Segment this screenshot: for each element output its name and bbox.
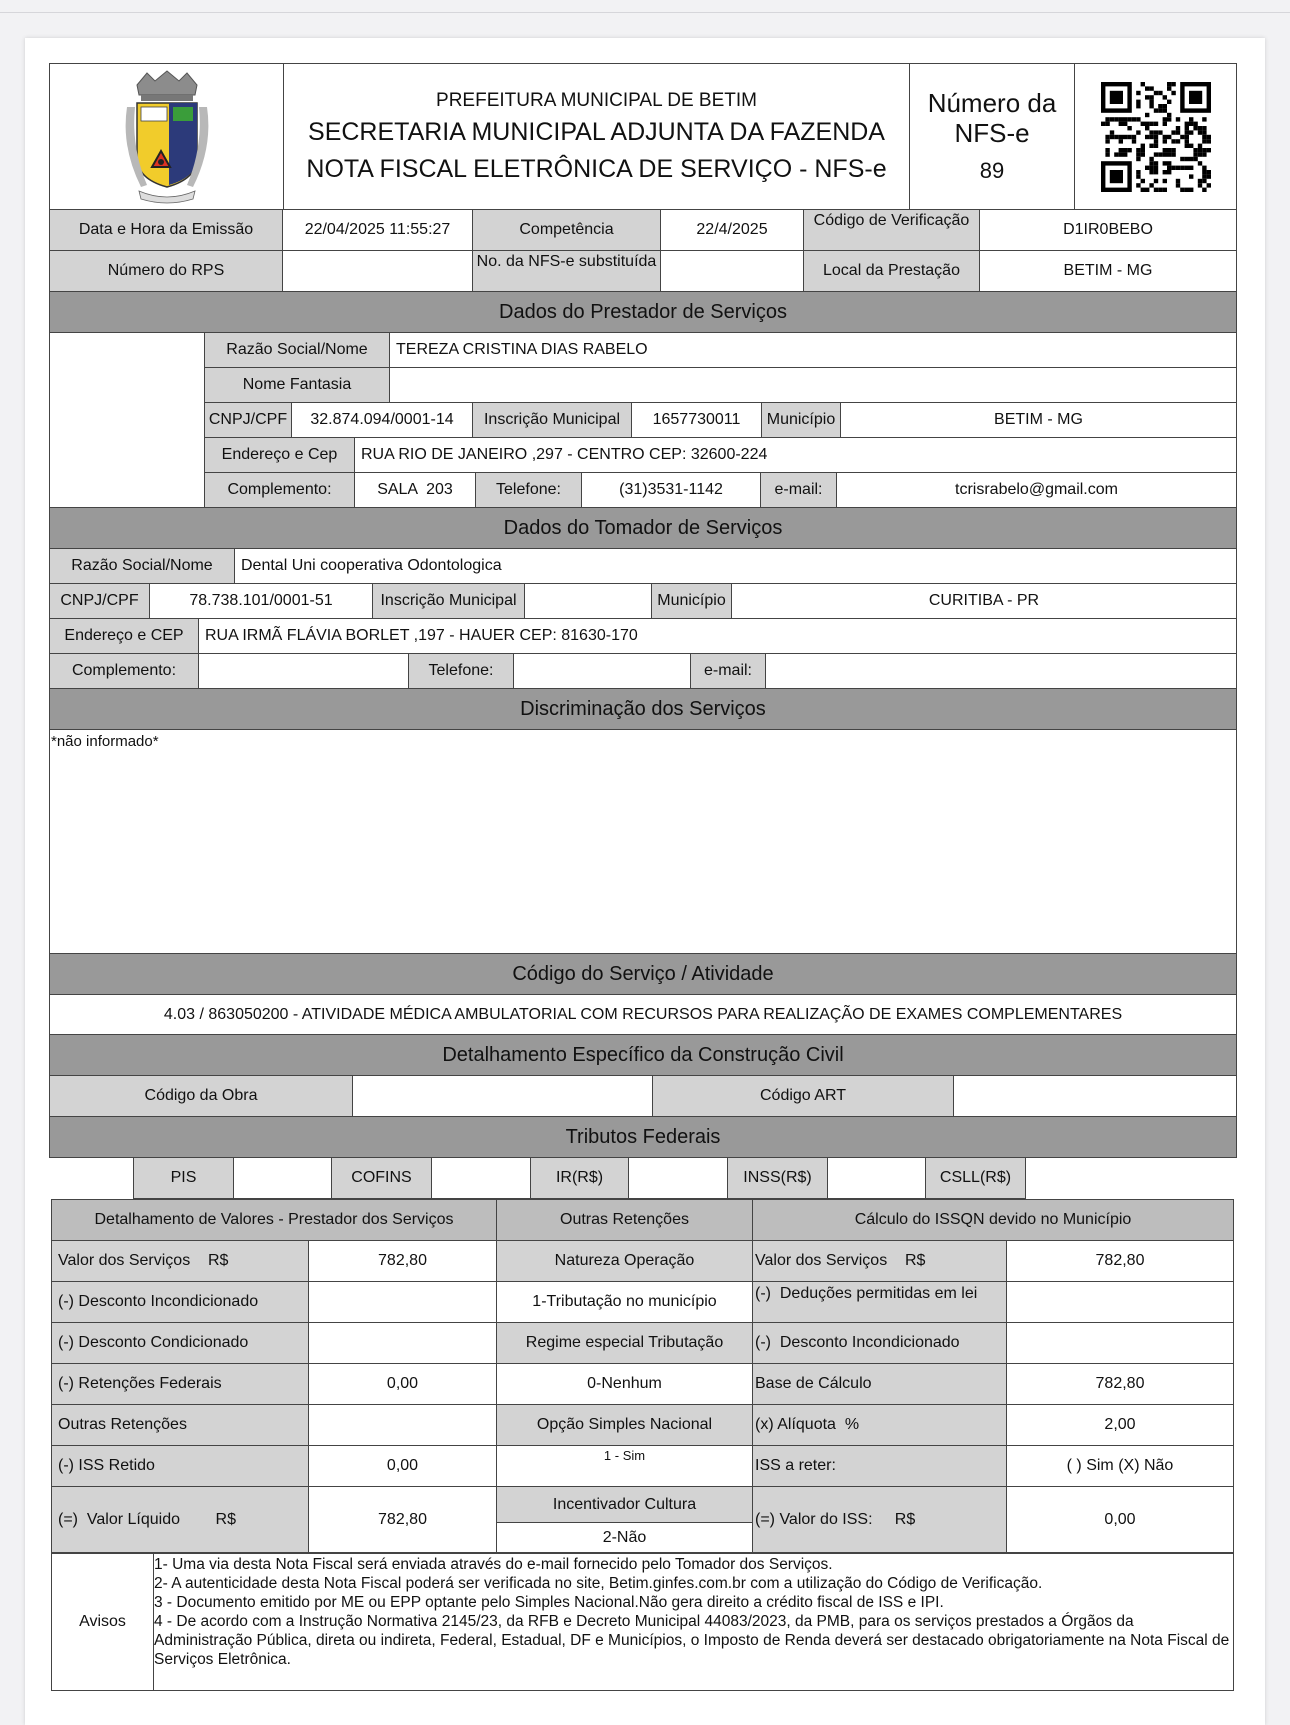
prestador-block (49, 333, 1237, 508)
servico-code-text: 4.03 / 863050200 - ATIVIDADE MÉDICA AMBULATORIAL COM RECURSOS PARA REALIZAÇÃO DE EXAMES COMPLEMENTARES (50, 995, 1236, 1035)
prestador-endereco-label: Endereço e Cep (205, 438, 355, 473)
outras-retencoes-label: Outras Retenções (52, 1405, 309, 1446)
tomador-endereco-value: RUA IRMÃ FLÁVIA BORLET ,197 - HAUER CEP: 81630-170 (199, 619, 1236, 654)
ir-label: IR(R$) (530, 1158, 628, 1199)
local-label: Local da Prestação (804, 251, 980, 292)
prestador-razao-label: Razão Social/Nome (205, 333, 390, 368)
tomador-im-label: Inscrição Municipal (373, 584, 525, 619)
tomador-email-value (766, 654, 1236, 689)
prestador-razao-value: TEREZA CRISTINA DIAS RABELO (390, 333, 1236, 368)
valor-servicos-value: 782,80 (309, 1241, 497, 1282)
tomador-section-title: Dados do Tomador de Serviços (49, 508, 1237, 549)
aviso-1: 1- Uma via desta Nota Fiscal será enviada através do e-mail fornecido pelo Tomador dos Serviços. (154, 1556, 833, 1573)
competencia-label: Competência (473, 210, 661, 251)
rps-row (49, 251, 1237, 292)
desconto-condicionado-value (309, 1323, 497, 1364)
valores-row-1 (52, 1241, 1233, 1282)
prestador-logo-space (50, 333, 205, 508)
avisos-label: Avisos (52, 1554, 154, 1690)
retencoes-federais-label: (-) Retenções Federais (52, 1364, 309, 1405)
tributos-section-title: Tributos Federais (49, 1117, 1237, 1158)
inss-value (827, 1158, 925, 1199)
tomador-complemento-row (49, 654, 1237, 689)
tomador-cnpj-label: CNPJ/CPF (50, 584, 150, 619)
substituida-value (661, 251, 804, 292)
nfse-number: 89 (979, 157, 1005, 183)
prestador-fantasia-value (390, 368, 1236, 403)
desconto-incondicionado-label: (-) Desconto Incondicionado (52, 1282, 309, 1323)
construcao-section-title: Detalhamento Específico da Construção Civil (49, 1035, 1237, 1076)
prestador-im-label: Inscrição Municipal (473, 403, 632, 438)
prestador-cnpj-label: CNPJ/CPF (205, 403, 292, 438)
construcao-row (49, 1076, 1237, 1117)
prestador-complemento-label: Complemento: (205, 473, 355, 508)
natureza-operacao-value: 1-Tributação no município (497, 1282, 753, 1323)
nfse-number-label-1: Número da (927, 87, 1057, 118)
tomador-telefone-value (514, 654, 691, 689)
aviso-4: 4 - De acordo com a Instrução Normativa 2145/23, da RFB e Decreto Municipal 44083/2023, da PMB, para os serviços prestados a Órgãos da Administração Pública, direta ou indireta, Federal, Estadual, DF e Municípios, o Imposto de Renda deverá ser destacado obrigatoriamente na Nota Fiscal de Serviços Eletrônica. (154, 1613, 1230, 1668)
tomador-endereco-row (49, 619, 1237, 654)
avisos-text (154, 1554, 1233, 1690)
coat-of-arms-logo (50, 64, 284, 209)
servico-section-title: Código do Serviço / Atividade (49, 954, 1237, 995)
codigo-art-label: Código ART (653, 1076, 954, 1117)
retencoes-federais-value: 0,00 (309, 1364, 497, 1405)
simples-nacional-value: 1 - Sim (497, 1446, 753, 1487)
nfse-title: NOTA FISCAL ELETRÔNICA DE SERVIÇO - NFS-e (306, 154, 887, 183)
ir-value (628, 1158, 727, 1199)
rps-value (283, 251, 473, 292)
valores-row-4 (52, 1364, 1233, 1405)
incentivador-cultura-label: Incentivador Cultura (497, 1487, 752, 1523)
valores-row-7 (52, 1487, 1233, 1553)
prestador-telefone-value: (31)3531-1142 (582, 473, 761, 508)
discriminacao-text: *não informado* (49, 730, 1237, 954)
valor-liquido-label: (=) Valor Líquido R$ (52, 1487, 309, 1553)
cofins-label: COFINS (331, 1158, 431, 1199)
valores-header-row (52, 1199, 1233, 1241)
prestador-complemento-value: SALA 203 (355, 473, 476, 508)
base-calculo-value: 782,80 (1007, 1364, 1233, 1405)
iss-reter-value: ( ) Sim (X) Não (1007, 1446, 1233, 1487)
simples-nacional-label: Opção Simples Nacional (497, 1405, 753, 1446)
prestador-endereco-value: RUA RIO DE JANEIRO ,297 - CENTRO CEP: 32600-224 (355, 438, 1236, 473)
servico-row (49, 995, 1237, 1035)
avisos-block (51, 1554, 1234, 1691)
csll-label: CSLL(R$) (925, 1158, 1026, 1199)
aviso-2: 2- A autenticidade desta Nota Fiscal poderá ser verificada no site, Betim.ginfes.com.br com a utilização do Código de Verificação. (154, 1575, 1043, 1592)
tomador-telefone-label: Telefone: (409, 654, 514, 689)
base-calculo-label: Base de Cálculo (753, 1364, 1007, 1405)
prefeitura-title: PREFEITURA MUNICIPAL DE BETIM (436, 89, 757, 111)
valor-iss-value: 0,00 (1007, 1487, 1233, 1553)
aliquota-value: 2,00 (1007, 1405, 1233, 1446)
iss-valor-servicos-label: Valor dos Serviços R$ (753, 1241, 1007, 1282)
prestador-fields (205, 333, 1236, 508)
secretaria-title: SECRETARIA MUNICIPAL ADJUNTA DA FAZENDA (308, 117, 885, 146)
cofins-value (431, 1158, 530, 1199)
outras-retencoes-value (309, 1405, 497, 1446)
prestador-fantasia-label: Nome Fantasia (205, 368, 390, 403)
tomador-complemento-value (199, 654, 409, 689)
valores-table (51, 1199, 1234, 1554)
valores-row-2 (52, 1282, 1233, 1323)
iss-valor-servicos-value: 782,80 (1007, 1241, 1233, 1282)
valores-header-issqn: Cálculo do ISSQN devido no Município (753, 1200, 1233, 1241)
rps-label: Número do RPS (50, 251, 283, 292)
incentivador-cultura-cell (497, 1487, 753, 1553)
valores-row-6 (52, 1446, 1233, 1487)
verificacao-label: Código de Verificação (804, 210, 980, 251)
emission-row (49, 210, 1237, 251)
tomador-complemento-label: Complemento: (50, 654, 199, 689)
nfse-document (49, 63, 1237, 1691)
deducoes-value (1007, 1282, 1233, 1323)
qr-code-icon (1075, 64, 1236, 209)
verificacao-value: D1IR0BEBO (980, 210, 1236, 251)
desconto-condicionado-label: (-) Desconto Condicionado (52, 1323, 309, 1364)
prestador-email-value: tcrisrabelo@gmail.com (837, 473, 1236, 508)
valores-header-prestador: Detalhamento de Valores - Prestador dos Serviços (52, 1200, 497, 1241)
valor-liquido-value: 782,80 (309, 1487, 497, 1553)
local-value: BETIM - MG (980, 251, 1236, 292)
emissao-label: Data e Hora da Emissão (50, 210, 283, 251)
document-header (49, 63, 1237, 210)
iss-retido-label: (-) ISS Retido (52, 1446, 309, 1487)
nfse-number-label-2: NFS-e (954, 117, 1030, 148)
tomador-cnpj-row (49, 584, 1237, 619)
viewer-top-border (0, 12, 1290, 13)
emissao-value: 22/04/2025 11:55:27 (283, 210, 473, 251)
codigo-obra-value (353, 1076, 653, 1117)
prestador-section-title: Dados do Prestador de Serviços (49, 292, 1237, 333)
aviso-3: 3 - Documento emitido por ME ou EPP optante pelo Simples Nacional.Não gera direito a crédito fiscal de ISS e IPI. (154, 1594, 944, 1611)
regime-especial-label: Regime especial Tributação (497, 1323, 753, 1364)
tomador-municipio-label: Município (652, 584, 732, 619)
valores-header-retencoes: Outras Retenções (497, 1200, 753, 1241)
prestador-cnpj-value: 32.874.094/0001-14 (292, 403, 473, 438)
tomador-razao-label: Razão Social/Nome (50, 549, 235, 584)
tomador-municipio-value: CURITIBA - PR (732, 584, 1236, 619)
tomador-razao-row (49, 549, 1237, 584)
nfse-number-box (910, 64, 1075, 209)
valor-iss-label: (=) Valor do ISS: R$ (753, 1487, 1007, 1553)
header-titles (284, 64, 910, 209)
pis-value (233, 1158, 331, 1199)
inss-label: INSS(R$) (727, 1158, 827, 1199)
prestador-im-value: 1657730011 (632, 403, 762, 438)
iss-desconto-incondicionado-label: (-) Desconto Incondicionado (753, 1323, 1007, 1364)
valores-row-5 (52, 1405, 1233, 1446)
competencia-value: 22/4/2025 (661, 210, 804, 251)
iss-desconto-incondicionado-value (1007, 1323, 1233, 1364)
regime-especial-value: 0-Nenhum (497, 1364, 753, 1405)
codigo-obra-label: Código da Obra (50, 1076, 353, 1117)
iss-reter-label: ISS a reter: (753, 1446, 1007, 1487)
valor-servicos-label: Valor dos Serviços R$ (52, 1241, 309, 1282)
tomador-cnpj-value: 78.738.101/0001-51 (150, 584, 373, 619)
tomador-im-value (525, 584, 652, 619)
codigo-art-value (954, 1076, 1236, 1117)
desconto-incondicionado-value (309, 1282, 497, 1323)
pis-label: PIS (133, 1158, 233, 1199)
prestador-email-label: e-mail: (761, 473, 837, 508)
prestador-municipio-value: BETIM - MG (841, 403, 1236, 438)
tributos-row (133, 1158, 1237, 1199)
prestador-municipio-label: Município (762, 403, 841, 438)
natureza-operacao-label: Natureza Operação (497, 1241, 753, 1282)
prestador-telefone-label: Telefone: (476, 473, 582, 508)
discriminacao-section-title: Discriminação dos Serviços (49, 689, 1237, 730)
aliquota-label: (x) Alíquota % (753, 1405, 1007, 1446)
tomador-razao-value: Dental Uni cooperativa Odontologica (235, 549, 1236, 584)
tomador-email-label: e-mail: (691, 654, 766, 689)
deducoes-label: (-) Deduções permitidas em lei (753, 1282, 1007, 1323)
iss-retido-value: 0,00 (309, 1446, 497, 1487)
tomador-endereco-label: Endereço e CEP (50, 619, 199, 654)
substituida-label: No. da NFS-e substituída (473, 251, 661, 292)
valores-row-3 (52, 1323, 1233, 1364)
incentivador-cultura-value: 2-Não (602, 1528, 647, 1546)
